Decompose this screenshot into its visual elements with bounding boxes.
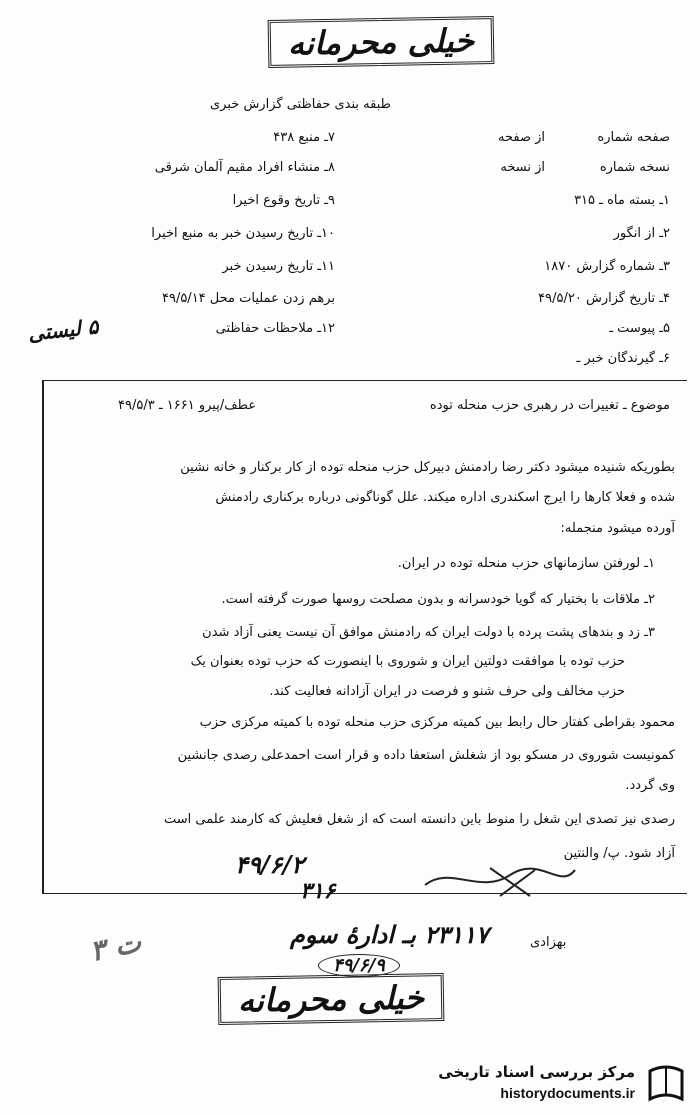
bottom-stamp-text: خیلی محرمانه — [237, 978, 425, 1020]
copy-number-label: نسخه شماره — [599, 160, 670, 175]
top-confidential-stamp — [268, 16, 495, 68]
handwritten-date-2: ۴۹/۶/۹ — [318, 954, 400, 977]
top-stamp-text: خیلی محرمانه — [287, 21, 475, 63]
archive-org-name: مرکز بررسی اسناد تاریخی — [438, 1063, 635, 1081]
bottom-confidential-stamp — [218, 973, 445, 1025]
body-line: ۳ـ زد و بندهای پشت پرده با دولت ایران که رادمنش موافق آن نیست یعنی آزاد شدن — [202, 625, 655, 640]
body-line: بطوریکه شنیده میشود دکتر رضا رادمنش دبیرکل حزب منحله توده از کار برکنار و خانه نشین — [180, 460, 675, 475]
body-line: ۱ـ لورفتن سازمانهای حزب منحله توده در ایران. — [397, 556, 655, 571]
field-item-location: برهم زدن عملیات محل ۴۹/۵/۱۴ — [161, 291, 335, 306]
page-number-label: صفحه شماره — [597, 130, 670, 145]
body-line: محمود بقراطی کفتار حال رابط بین کمیته مرکزی حزب منحله توده با کمیته مرکزی حزب — [199, 715, 675, 730]
field-item7: ۷ـ منبع ۴۳۸ — [273, 130, 335, 145]
field-item10: ۱۰ـ تاریخ رسیدن خبر به منبع اخیرا — [151, 226, 335, 241]
handwritten-number: ۳۱۶ — [300, 878, 336, 904]
handwritten-reference-line: ۲۳۱۱۷ بـ ادارهٔ سوم — [290, 920, 489, 949]
archive-site: historydocuments.ir — [500, 1085, 635, 1101]
body-line: شده و فعلا کارها را ایرج اسکندری اداره میکند. علل گوناگونی درباره برکناری رادمنش — [215, 490, 675, 505]
field-item12: ۱۲ـ ملاحظات حفاظتی — [215, 321, 335, 336]
field-item5: ۵ـ پیوست ـ — [609, 321, 670, 336]
body-line: رصدی نیز تصدی این شغل را منوط باین دانسته است که از شغل فعلیش که کارمند علمی است — [163, 812, 675, 827]
handwritten-name: بهزادی — [530, 935, 567, 950]
header-title: طبقه بندی حفاظتی گزارش خبری — [210, 97, 391, 112]
body-line: وی گردد. — [625, 778, 675, 793]
subject-reference: عطف/پیرو ۱۶۶۱ ـ ۴۹/۵/۳ — [118, 398, 257, 413]
handwritten-date-1: ۴۹/۶/۲ — [235, 850, 305, 879]
body-line: آورده میشود منجمله: — [560, 521, 675, 536]
body-line: آزاد شود. پ/ والنتین — [563, 846, 675, 861]
archive-watermark — [400, 1061, 690, 1107]
copy-from-label: از نسخه — [500, 160, 545, 175]
body-line: حزب مخالف ولی حرف شنو و فرصت در ایران آزادانه فعالیت کند. — [269, 684, 625, 699]
field-item4: ۴ـ تاریخ گزارش ۴۹/۵/۲۰ — [538, 291, 670, 306]
body-line: ۲ـ ملاقات با بختیار که گویا خودسرانه و بدون مصلحت روسها صورت گرفته است. — [221, 592, 655, 607]
field-item11: ۱۱ـ تاریخ رسیدن خبر — [222, 259, 335, 274]
faint-handwritten-mark: ۳ ت — [87, 925, 145, 968]
field-item2: ۲ـ از انگور — [613, 226, 670, 241]
subject-line: موضوع ـ تغییرات در رهبری حزب منحله توده — [429, 398, 670, 413]
field-item6: ۶ـ گیرندگان خبر ـ — [576, 351, 670, 366]
body-line: حزب توده با موافقت دولتین ایران و شوروی با اینصورت که حزب توده بعنوان یک — [190, 654, 625, 669]
page-from-label: از صفحه — [498, 130, 545, 145]
field-item1: ۱ـ بسته ماه ـ ۳۱۵ — [574, 193, 670, 208]
archive-logo-icon — [642, 1061, 690, 1107]
field-item3: ۳ـ شماره گزارش ۱۸۷۰ — [544, 259, 670, 274]
field-item9: ۹ـ تاریخ وقوع اخیرا — [232, 193, 335, 208]
body-line: کمونیست شوروی در مسکو بود از شغلش استعفا داده و قرار است احمدعلی رصدی جانشین — [177, 748, 675, 763]
signature-scribble — [420, 860, 580, 900]
field-item8: ۸ـ منشاء افراد مقیم آلمان شرقی — [154, 160, 335, 175]
margin-handwritten-note: ۵ لیستی — [26, 314, 100, 346]
